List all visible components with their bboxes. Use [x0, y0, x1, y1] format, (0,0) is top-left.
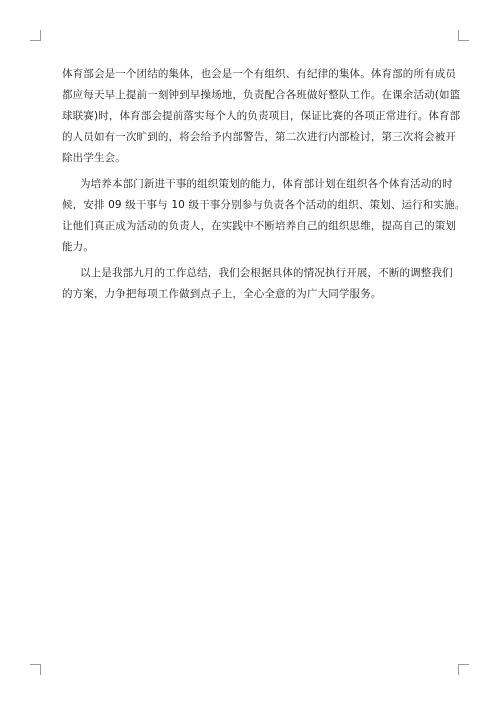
text-line: 候，安排 09 级干事与 10 级干事分别参与负责各个活动的组织、策划、运行和实施。	[62, 199, 466, 211]
text-line: 球联赛)时，体育部会提前落实每个人的负责项目，保证比赛的各项正常进行。体育部	[62, 110, 461, 122]
top-right-crop-mark	[458, 30, 469, 41]
text-line: 的方案，力争把每项工作做到点子上，全心全意的为广大同学服务。	[62, 288, 382, 300]
text-line: 的人员如有一次旷到的，将会给予内部警告，第二次进行内部检讨，第三次将会被开	[62, 131, 457, 143]
text-line: 以上是我部九月的工作总结，我们会根据具体的情况执行开展，不断的调整我们	[80, 267, 453, 279]
bottom-right-crop-mark	[458, 664, 469, 675]
text-line: 为培养本部门新进干事的组织策划的能力，体育部计划在组织各个体育活动的时	[80, 178, 453, 190]
paragraph-training	[62, 174, 466, 258]
text-line: 让他们真正成为活动的负责人，在实践中不断培养自己的组织思维，提高自己的策划	[62, 220, 457, 232]
paragraph-discipline	[62, 64, 461, 169]
text-line: 除出学生会。	[62, 152, 126, 164]
paragraph-summary	[62, 263, 453, 305]
document-body[interactable]	[62, 64, 466, 310]
bottom-left-crop-mark	[30, 664, 41, 675]
text-line: 能力。	[62, 241, 94, 253]
text-line: 都应每天早上提前一刻钟到早操场地，负责配合各班做好整队工作。在课余活动(如篮	[62, 89, 461, 101]
text-line: 体育部会是一个团结的集体，也会是一个有组织、有纪律的集体。体育部的所有成员	[62, 68, 457, 80]
top-left-crop-mark	[30, 30, 41, 41]
